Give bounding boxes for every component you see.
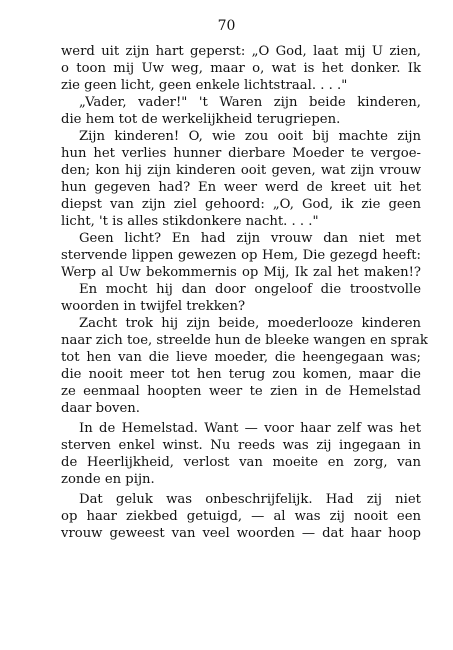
text-line: tot hen van die lieve moeder, die heengegaan was; <box>61 350 421 365</box>
text-line: naar zich toe, streelde hun de bleeke wangen en sprak <box>61 333 428 348</box>
text-line: stervende lippen gewezen op Hem, Die gezegd heeft: <box>61 248 421 263</box>
text-line: In de Hemelstad. Want — voor haar zelf was het <box>79 421 421 436</box>
text-line: zie geen licht, geen enkele lichtstraal. . . ." <box>61 78 348 93</box>
text-line: Zijn kinderen! O, wie zou ooit bij machte zijn <box>79 129 421 144</box>
text-line: daar boven. <box>61 401 140 416</box>
text-line: ze eenmaal hoopten weer te zien in de Hemelstad <box>61 384 421 399</box>
text-line: de Heerlijkheid, verlost van moeite en zorg, van <box>61 455 421 470</box>
text-line: die nooit meer tot hen terug zou komen, maar die <box>61 367 421 382</box>
text-line: hun het verlies hunner dierbare Moeder te vergoe- <box>61 146 421 161</box>
page-number: 70 <box>217 18 236 34</box>
text-line: woorden in twijfel trekken? <box>61 299 246 314</box>
text-line: En mocht hij dan door ongeloof die troostvolle <box>79 282 421 297</box>
text-line: den; kon hij zijn kinderen ooit geven, wat zijn vrouw <box>61 163 421 178</box>
text-line: „Vader, vader!" 't Waren zijn beide kinderen, <box>79 95 421 110</box>
text-line: vrouw geweest van veel woorden — dat haar hoop <box>61 526 421 541</box>
text-line: hun gegeven had? En weer werd de kreet uit het <box>61 180 421 195</box>
text-line: op haar ziekbed getuigd, — al was zij nooit een <box>61 509 421 524</box>
text-line: werd uit zijn hart geperst: „O God, laat mij U zien, <box>61 44 421 59</box>
text-line: Zacht trok hij zijn beide, moederlooze kinderen <box>79 316 421 331</box>
text-line: Werp al Uw bekommernis op Mij, Ik zal het maken!? <box>61 265 421 280</box>
text-line: diepst van zijn ziel gehoord: „O, God, ik zie geen <box>61 197 421 212</box>
text-line: Dat geluk was onbeschrijfelijk. Had zij niet <box>79 492 421 507</box>
body-text <box>61 43 428 542</box>
text-line: sterven enkel winst. Nu reeds was zij ingegaan in <box>61 438 421 453</box>
text-line: Geen licht? En had zijn vrouw dan niet met <box>79 231 421 246</box>
text-line: die hem tot de werkelijkheid terugriepen. <box>61 112 341 127</box>
text-line: o toon mij Uw weg, maar o, wat is het donker. Ik <box>61 61 421 76</box>
text-line: zonde en pijn. <box>61 472 155 487</box>
text-line: licht, 't is alles stikdonkere nacht. . . ." <box>61 214 319 229</box>
